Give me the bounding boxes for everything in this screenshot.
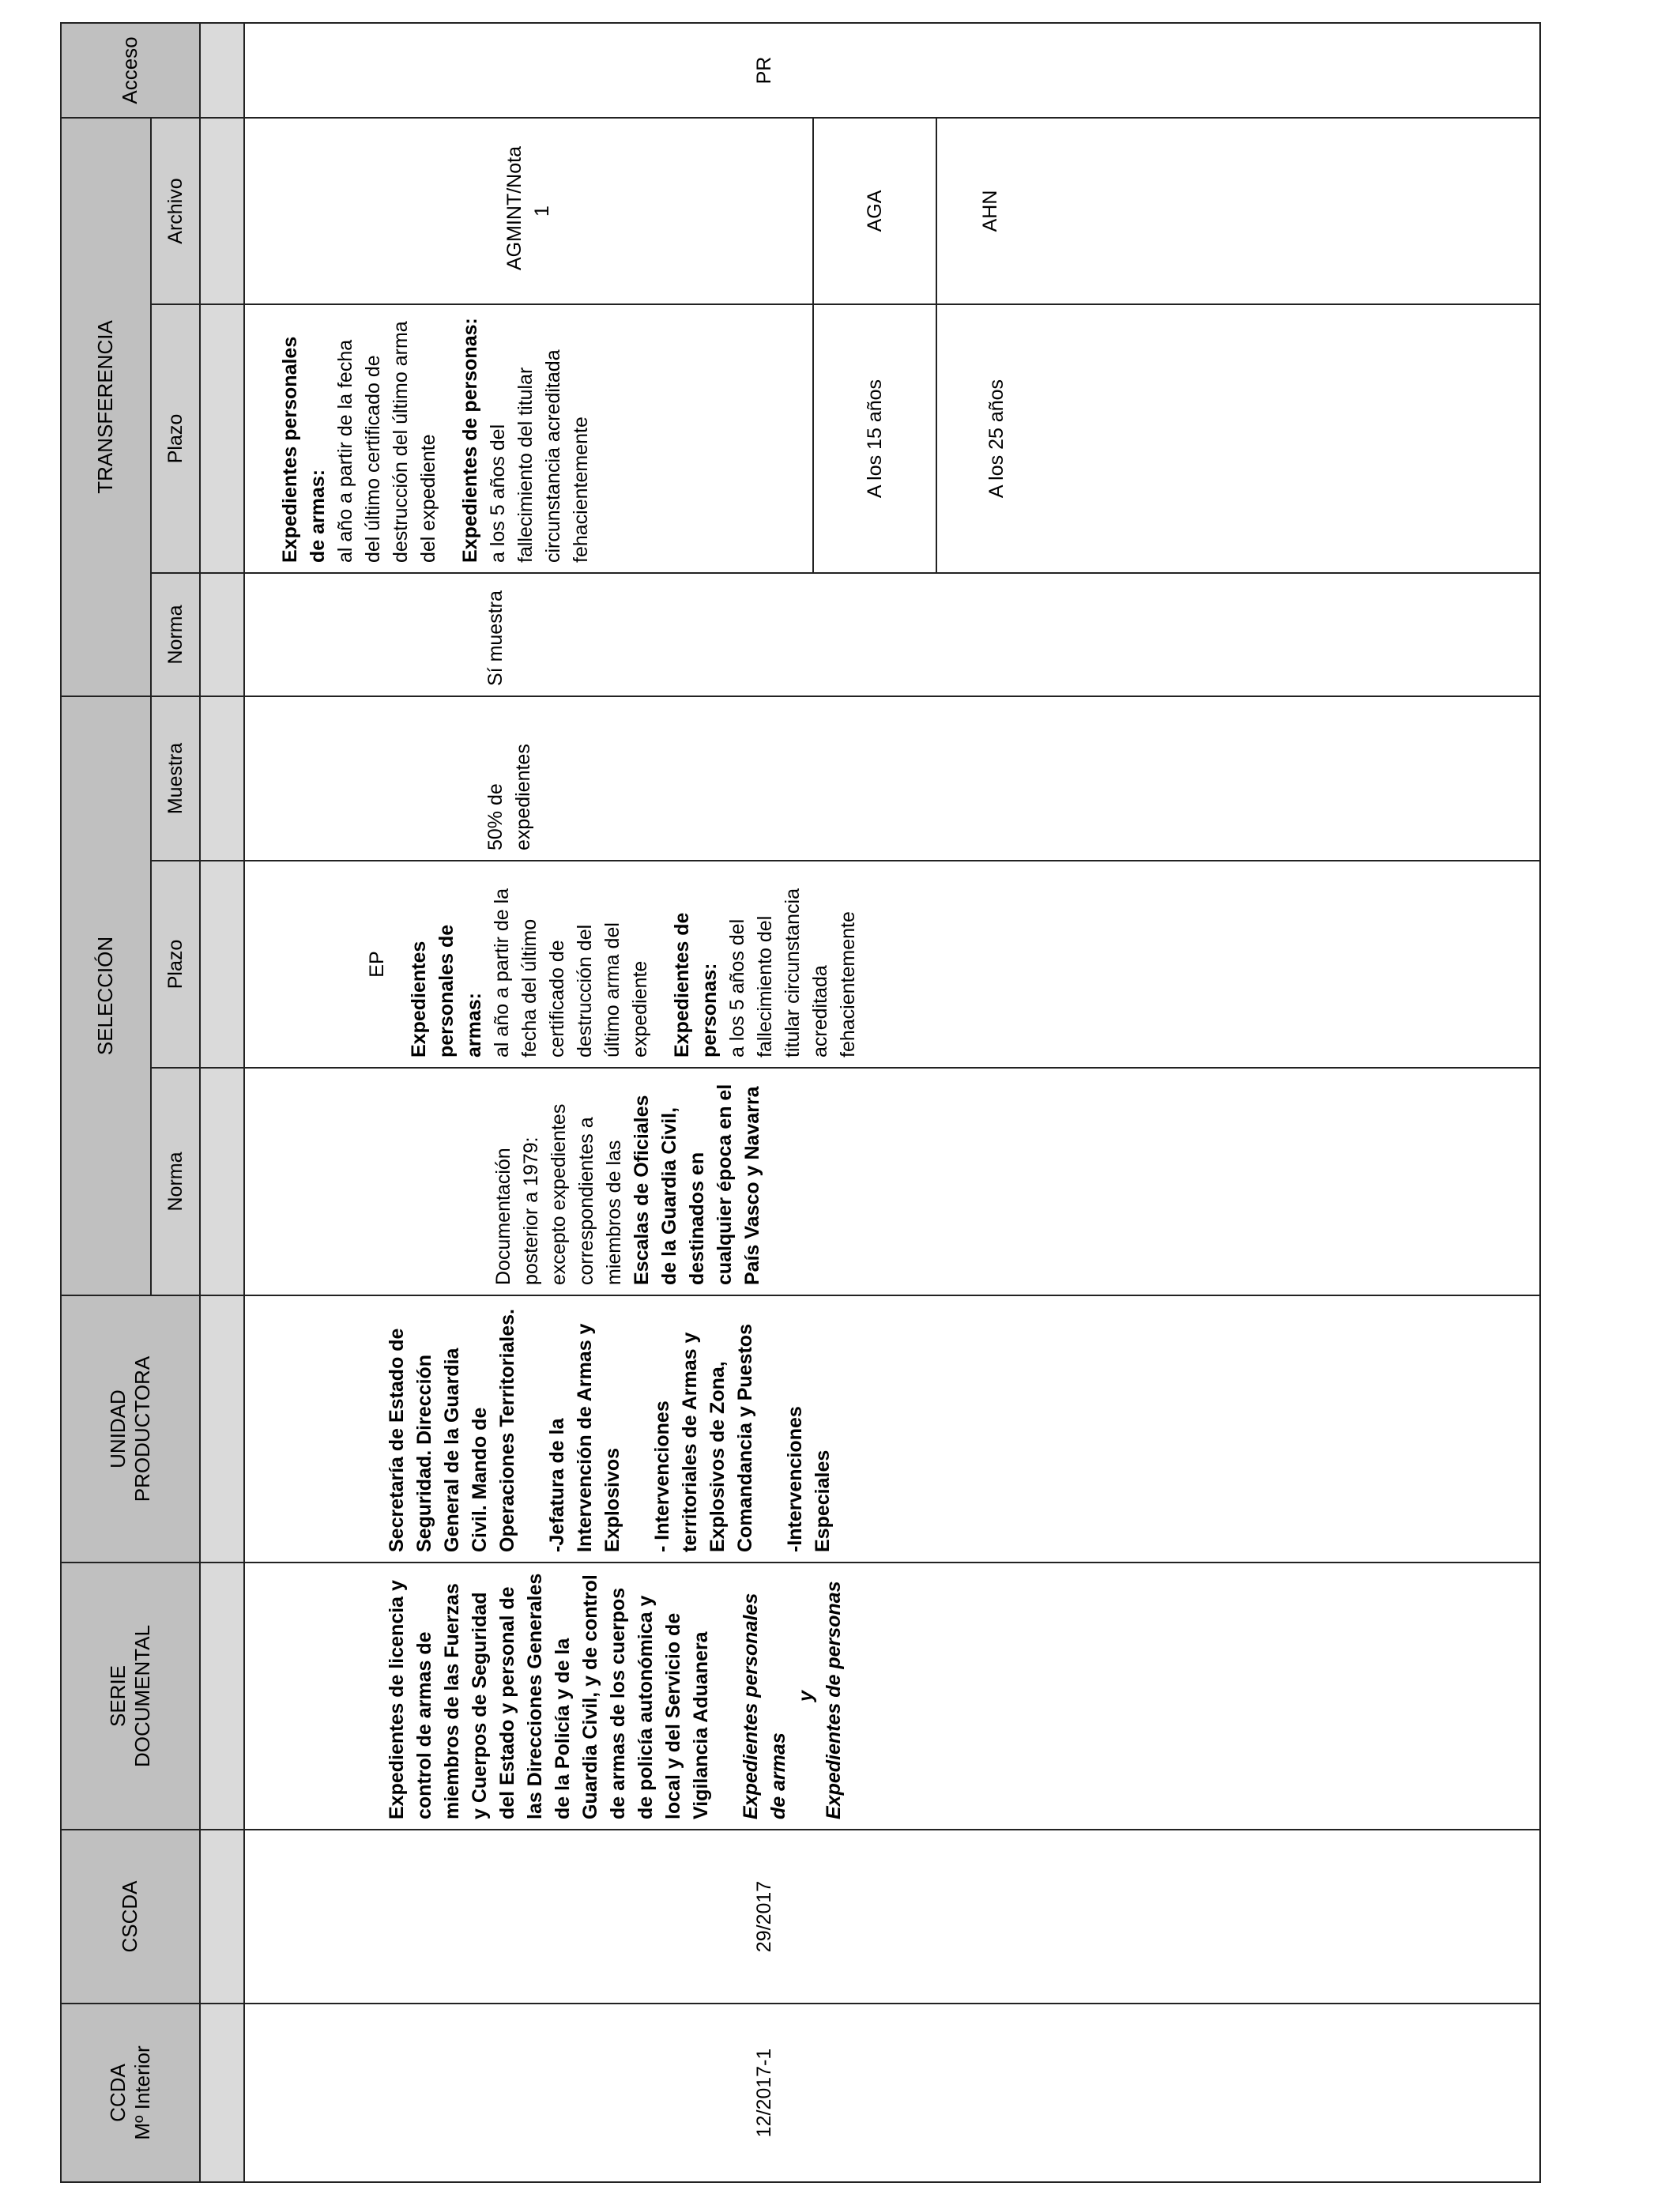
header-sel-norma-label: Norma (164, 1152, 186, 1212)
header-cscda-label: CSCDA (118, 1880, 142, 1953)
blank-cell (200, 573, 244, 696)
tr-norma-value: Sí muestra (484, 590, 507, 686)
cell-sel-norma (244, 1068, 1540, 1295)
header-transferencia-label: TRANSFERENCIA (93, 320, 118, 494)
cell-ccda (244, 2004, 1540, 2182)
tr-archivo-agmint (245, 119, 812, 303)
table-row (244, 23, 1540, 2182)
cell-sel-plazo (244, 861, 1540, 1068)
unidad-paragraph: -Intervenciones Especiales (784, 1406, 834, 1552)
sel-norma-bold-text: Escalas de Oficiales de la Guardia Civil, destinados en cualquier época en el País Vasco y Navarra (631, 1084, 763, 1285)
header-row-blank (200, 23, 244, 2182)
tr-plazo-agmint (245, 305, 812, 572)
tr-plazo-armas-text: al año a partir de la fecha del último certificado de destrucción del último arma del expediente (334, 321, 439, 563)
serie-subseries-personas: Expedientes de personas (823, 1581, 845, 1819)
blank-cell (200, 118, 244, 304)
header-unidad-label: UNIDAD PRODUCTORA (105, 1355, 154, 1502)
header-sel-plazo-label: Plazo (164, 939, 186, 990)
sel-plazo-personas-text: a los 5 años del fallecimiento del titular circunstancia acreditada fehacientemente (726, 888, 859, 1057)
serie-subseries-armas: Expedientes personales de armas (740, 1593, 789, 1819)
header-tr-archivo-label: Archivo (164, 178, 186, 244)
header-tr-plazo (151, 304, 200, 573)
blank-cell (200, 1830, 244, 2004)
cell-sel-muestra (244, 696, 1540, 861)
cell-acceso (244, 23, 1540, 118)
tr-plazo-agmint-content (245, 305, 603, 572)
tr-archivo-ahn (936, 119, 1004, 303)
cell-unidad (244, 1295, 1540, 1563)
header-row-main (61, 23, 151, 2182)
tr-plazo-personas-heading: Expedientes de personas: (459, 318, 481, 563)
sel-muestra-value: 50% de expedientes (484, 744, 534, 850)
header-ccda-label: CCDA Mº Interior (105, 2045, 154, 2140)
header-tr-norma (151, 573, 200, 696)
tr-plazo-25: A los 25 años (985, 379, 1008, 499)
unidad-paragraph: - Intervenciones territoriales de Armas y Explosivos de Zona, Comandancia y Puestos (651, 1324, 756, 1552)
blank-cell (200, 2004, 244, 2182)
blank-cell (200, 1068, 244, 1295)
tr-plazo-armas-heading: Expedientes personales de armas: (279, 336, 329, 563)
header-unidad-productora (61, 1295, 200, 1563)
unidad-paragraph: Secretaría de Estado de Seguridad. Dirección General de la Guardia Civil. Mando de Operaciones Territoriales. (386, 1309, 518, 1552)
header-seleccion-label: SELECCIÓN (93, 936, 118, 1056)
cell-tr-archivo (244, 118, 1540, 304)
header-sel-norma (151, 1068, 200, 1295)
serie-conjunction: y (795, 1691, 817, 1702)
unidad-paragraph: -Jefatura de la Intervención de Armas y Explosivos (546, 1323, 623, 1552)
header-tr-norma-label: Norma (164, 605, 186, 665)
archivo-agmint: AGMINT/Nota 1 (503, 146, 553, 270)
tr-plazo-15: A los 15 años (863, 379, 886, 499)
ccda-resolution-table (60, 22, 1541, 2183)
archivo-ahn: AHN (979, 190, 1001, 232)
cscda-code: 29/2017 (753, 1880, 775, 1953)
sel-plazo-content (245, 861, 870, 1067)
sel-plazo-armas-heading: Expedientes personales de armas: (408, 924, 485, 1057)
blank-cell (200, 304, 244, 573)
blank-cell (200, 696, 244, 861)
sel-plazo-ep: EP (366, 951, 388, 978)
header-tr-plazo-label: Plazo (164, 413, 186, 464)
sel-norma-content (245, 1069, 774, 1295)
header-sel-muestra (151, 696, 200, 861)
header-tr-archivo (151, 118, 200, 304)
unidad-content (245, 1296, 845, 1562)
blank-cell (200, 1295, 244, 1563)
header-serie-documental (61, 1563, 200, 1830)
archivo-aga: AGA (863, 190, 886, 232)
header-sel-muestra-label: Muestra (164, 742, 186, 815)
sel-plazo-armas-text: al año a partir de la fecha del último certificado de destrucción del último arma del expediente (491, 888, 651, 1057)
header-cscda (61, 1830, 200, 2004)
blank-cell (200, 23, 244, 118)
acceso-value: PR (753, 56, 775, 85)
tr-plazo-ahn (936, 305, 1011, 572)
blank-cell (200, 1563, 244, 1830)
tr-plazo-split (245, 305, 1011, 572)
cell-tr-norma (244, 573, 1540, 696)
tr-plazo-personas-text: a los 5 años del fallecimiento del titular circunstancia acreditada fehacientemente (487, 349, 592, 563)
sel-plazo-personas-heading: Expedientes de personas: (671, 912, 721, 1057)
sel-norma-text: Documentación posterior a 1979: excepto expedientes correspondientes a miembros de las (492, 1103, 625, 1285)
header-acceso-label: Acceso (118, 36, 142, 104)
tr-plazo-aga (812, 305, 936, 572)
header-transferencia (61, 118, 151, 696)
header-sel-plazo (151, 861, 200, 1068)
header-acceso (61, 23, 200, 118)
header-seleccion (61, 696, 151, 1295)
serie-title: Expedientes de licencia y control de armas de miembros de las Fuerzas y Cuerpos de Seguridad del Estado y personal de las Direcciones Generales de la Policía y de la Guardia Civil, y de control de armas de los cuerpos de policía autonómica y local y del Servicio de Vigilancia Aduanera (386, 1573, 712, 1819)
serie-content (245, 1563, 856, 1829)
tr-archivo-split (245, 119, 1004, 303)
cell-tr-plazo (244, 304, 1540, 573)
cell-cscda (244, 1830, 1540, 2004)
blank-cell (200, 861, 244, 1068)
cell-serie (244, 1563, 1540, 1830)
tr-archivo-aga (812, 119, 936, 303)
header-ccda (61, 2004, 200, 2182)
header-serie-label: SERIE DOCUMENTAL (105, 1624, 154, 1768)
ccda-code: 12/2017-1 (753, 2048, 775, 2138)
